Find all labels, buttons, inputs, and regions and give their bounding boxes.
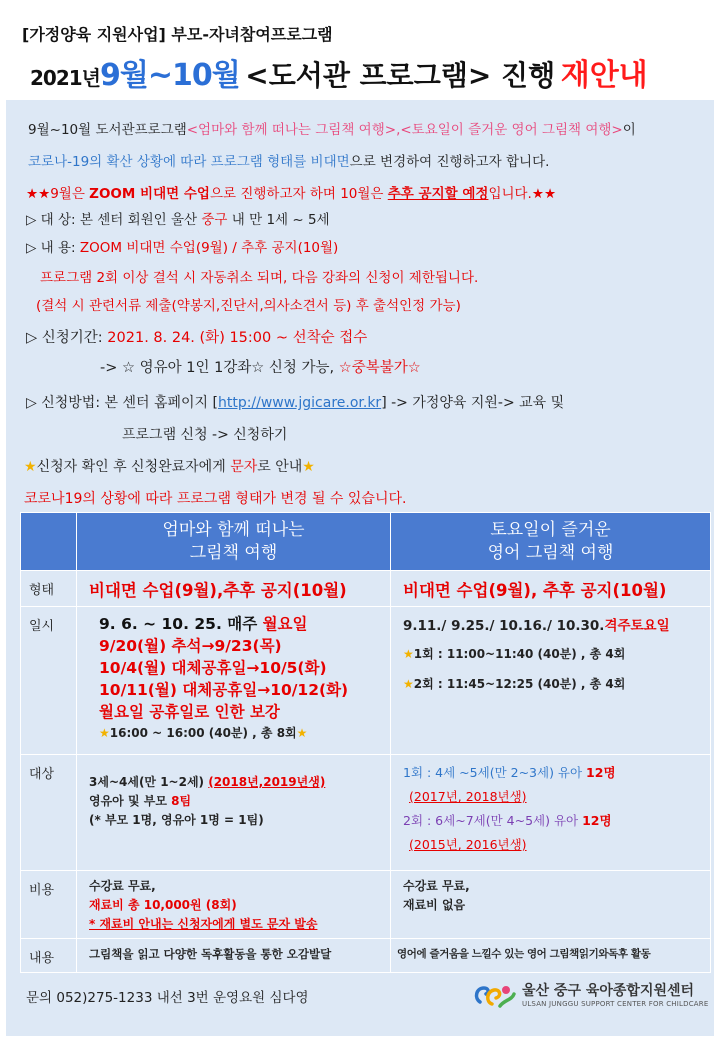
target-col1 xyxy=(77,755,391,871)
star-icon: ★ xyxy=(296,726,308,740)
intro-l2-a: 코로나-19의 확산 상황에 따라 프로그램 형태를 비대면 xyxy=(28,154,350,170)
target2-s2-count: 12명 xyxy=(582,813,612,828)
date-col2 xyxy=(391,607,711,755)
row-label-cost: 비용 xyxy=(21,871,77,939)
headline-months: 9월~10월 xyxy=(99,58,240,93)
form-col2: 비대면 수업(9월), 추후 공지(10월) xyxy=(391,571,711,607)
target1-teams-a: 영유아 및 부모 xyxy=(89,794,172,808)
poster-header xyxy=(0,0,720,100)
poster-headline xyxy=(30,50,710,94)
detail-period xyxy=(26,326,367,347)
target2-s1-years: (2017년, 2018년생) xyxy=(409,789,527,804)
target1-team-count: 8팀 xyxy=(171,794,192,808)
intro-l1-a: 9월~10월 도서관프로그램 xyxy=(28,122,187,138)
date-range-a: 9. 6. ~ 10. 25. 매주 xyxy=(99,615,263,633)
table-row xyxy=(21,755,711,871)
warn-line-2: (결석 시 관련서류 제출(약봉지,진단서,의사소견서 등) 후 출석인정 가능) xyxy=(36,298,461,314)
row-label-form: 형태 xyxy=(21,571,77,607)
headline-year: 2021년 xyxy=(30,66,100,90)
method-b: ] -> 가정양육 지원-> 교육 및 xyxy=(381,395,565,411)
cost-col2 xyxy=(391,871,711,939)
detail-confirm xyxy=(24,456,315,476)
cost1-material: 재료비 총 10,000원 (8회) xyxy=(89,898,237,912)
table-row xyxy=(21,607,711,755)
target-col2 xyxy=(391,755,711,871)
contact-info: 문의 052)275-1233 내선 3번 운영요원 심다영 xyxy=(26,990,309,1006)
detail-method-2: 프로그램 신청 -> 신청하기 xyxy=(122,427,288,443)
biweekly-saturday: 격주토요일 xyxy=(604,618,670,634)
confirm-sms: 문자 xyxy=(230,459,258,475)
cost1-fee: 수강료 무료, xyxy=(89,879,156,893)
intro-later-notice: 추후 공지할 예정 xyxy=(387,186,489,202)
date-change-1: 9/20(월) 추석→9/23(목) xyxy=(99,637,282,655)
headline-notice: 재안내 xyxy=(560,58,648,93)
header-blank xyxy=(21,513,77,571)
star-icon: ★ xyxy=(403,647,414,661)
program-table xyxy=(20,512,711,973)
intro-line-2 xyxy=(28,150,549,170)
session-1-time xyxy=(403,639,704,669)
star-icon: ★ xyxy=(24,459,37,475)
target-junggu: 중구 xyxy=(201,212,228,228)
detail-target xyxy=(26,208,330,228)
rule-a: -> ☆ 영유아 1인 1강좌☆ 신청 가능, xyxy=(100,360,339,376)
date-change-2: 10/4(월) 대체공휴일→10/5(화) xyxy=(99,659,327,677)
session-1-text: 1회 : 11:00~11:40 (40분) , 총 4회 xyxy=(413,647,626,661)
intro-l3-a: ★★9월은 xyxy=(26,186,90,202)
cost2-fee: 수강료 무료, xyxy=(403,879,470,893)
headline-program: <도서관 프로그램> 진행 xyxy=(245,59,556,92)
covid-notice: 코로나19의 상황에 따라 프로그램 형태가 변경 될 수 있습니다. xyxy=(24,491,407,507)
col2-title-2: 영어 그림책 여행 xyxy=(487,543,614,563)
intro-zoom: ZOOM 비대면 수업 xyxy=(89,186,210,202)
table-row xyxy=(21,571,711,607)
date-monday: 월요일 xyxy=(262,615,308,633)
intro-l3-e: 입니다.★★ xyxy=(488,186,557,202)
period-b: 2021. 8. 24. (화) 15:00 ~ 선착순 접수 xyxy=(107,330,368,346)
target1-age-a: 3세~4세(만 1~2세) xyxy=(89,775,209,789)
cost-col1 xyxy=(77,871,391,939)
detail-rule xyxy=(100,356,421,377)
center-name-en: ULSAN JUNGGU SUPPORT CENTER FOR CHILDCARE xyxy=(522,1000,709,1008)
header-col-picturebook xyxy=(77,513,391,571)
target-a: ▷ 대 상: 본 센터 회원인 울산 xyxy=(26,212,202,228)
content-col2: 영어에 즐거움을 느낄수 있는 영어 그림책읽기와독후 활동 xyxy=(391,939,711,973)
intro-line-3 xyxy=(26,182,556,202)
date-range xyxy=(99,613,384,635)
period-a: ▷ 신청기간: xyxy=(26,330,108,346)
rule-no-duplicate: ☆중복불가☆ xyxy=(338,360,421,376)
target1-team-def: (* 부모 1명, 영유아 1명 = 1팀) xyxy=(89,813,264,827)
intro-program-names: <엄마와 함께 떠나는 그림책 여행>,<토요일이 즐거운 영어 그림책 여행> xyxy=(186,122,623,138)
date-time xyxy=(99,723,384,743)
table-row xyxy=(21,939,711,973)
session-2-time xyxy=(403,669,704,699)
intro-l2-b: 으로 변경하여 진행하고자 합니다. xyxy=(349,154,550,170)
center-logo-icon xyxy=(470,976,518,1014)
target1-birth-years: (2018년,2019년생) xyxy=(208,775,326,789)
intro-line-1 xyxy=(28,118,636,138)
confirm-c: 로 안내 xyxy=(257,459,303,475)
target1-teams xyxy=(89,792,384,811)
confirm-a: 신청자 확인 후 신청완료자에게 xyxy=(36,459,231,475)
intro-l1-c: 이 xyxy=(622,122,636,138)
row-label-date: 일시 xyxy=(21,607,77,755)
col2-title-1: 토요일이 즐거운 xyxy=(490,520,611,540)
target-c: 내 만 1세 ~ 5세 xyxy=(227,212,330,228)
target2-session1 xyxy=(403,761,704,785)
date-makeup: 월요일 공휴일로 인한 보강 xyxy=(99,703,280,721)
method-a: ▷ 신청방법: 본 센터 홈페이지 [ xyxy=(26,395,218,411)
saturday-dates-text: 9.11./ 9.25./ 10.16./ 10.30. xyxy=(403,618,605,634)
date-change-3: 10/11(월) 대체공휴일→10/12(화) xyxy=(99,681,349,699)
date-time-text: 16:00 ~ 16:00 (40분) , 총 8회 xyxy=(109,726,297,740)
star-icon: ★ xyxy=(403,677,414,691)
date-col1 xyxy=(77,607,391,755)
warn-line-1: 프로그램 2회 이상 결석 시 자동취소 되며, 다음 강좌의 신청이 제한됩니다. xyxy=(40,270,479,286)
target2-s1-count: 12명 xyxy=(586,765,616,780)
cost1-note: * 재료비 안내는 신청자에게 별도 문자 발송 xyxy=(89,917,318,931)
star-icon: ★ xyxy=(99,726,110,740)
saturday-dates xyxy=(403,613,704,639)
target1-age xyxy=(89,773,384,792)
content-col1: 그림책을 읽고 다양한 독후활동을 통한 오감발달 xyxy=(77,939,391,973)
table-header-row xyxy=(21,513,711,571)
form-col1: 비대면 수업(9월),추후 공지(10월) xyxy=(77,571,391,607)
intro-l3-c: 으로 진행하고자 하며 10월은 xyxy=(209,186,388,202)
row-label-target: 대상 xyxy=(21,755,77,871)
cost2-material: 재료비 없음 xyxy=(403,898,466,912)
content-a: ▷ 내 용: xyxy=(26,240,80,256)
session-2-text: 2회 : 11:45~12:25 (40분) , 총 4회 xyxy=(413,677,626,691)
target2-s2-a: 2회 : 6세~7세(만 4~5세) 유아 xyxy=(403,813,583,828)
col1-title-1: 엄마와 함께 떠나는 xyxy=(162,520,305,540)
star-icon: ★ xyxy=(302,459,315,475)
detail-content xyxy=(26,236,338,256)
content-b: ZOOM 비대면 수업(9월) / 추후 공지(10월) xyxy=(79,240,339,256)
center-name: 울산 중구 육아종합지원센터 xyxy=(522,983,695,999)
target2-s2-years: (2015년, 2016년생) xyxy=(409,837,527,852)
row-label-content: 내용 xyxy=(21,939,77,973)
target2-session2 xyxy=(403,809,704,833)
col1-title-2: 그림책 여행 xyxy=(189,543,278,563)
table-row xyxy=(21,871,711,939)
homepage-link[interactable]: http://www.jgicare.or.kr xyxy=(217,395,382,411)
header-col-english xyxy=(391,513,711,571)
center-logo xyxy=(470,976,710,1016)
program-kicker: [가정양육 지원사업] 부모-자녀참여프로그램 xyxy=(22,25,333,44)
target2-s1-a: 1회 : 4세 ~5세(만 2~3세) 유아 xyxy=(403,765,587,780)
detail-method xyxy=(26,392,564,412)
